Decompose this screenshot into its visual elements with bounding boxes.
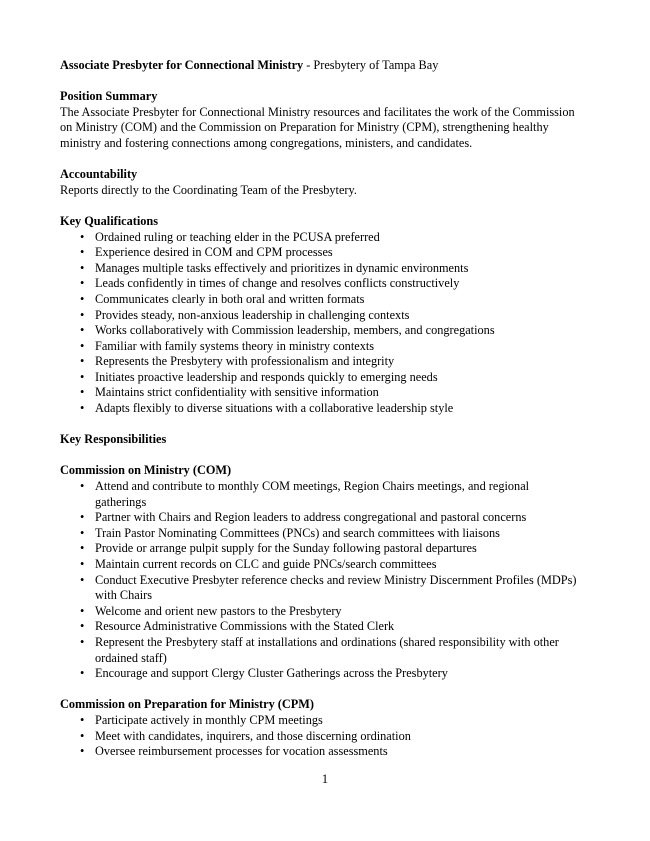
list-item	[60, 385, 580, 401]
bullet-icon: •	[80, 603, 85, 618]
list-item-text: Train Pastor Nominating Committees (PNCs) and search committees with liaisons	[95, 525, 500, 540]
list-item	[60, 245, 580, 261]
bullet-icon: •	[80, 666, 85, 681]
list-commission-on-ministry	[60, 479, 580, 682]
bullet-icon: •	[80, 229, 85, 244]
bullet-icon: •	[80, 276, 85, 291]
list-item-text: Experience desired in COM and CPM processes	[95, 245, 333, 260]
list-item-text: Adapts flexibly to diverse situations with a collaborative leadership style	[95, 401, 454, 416]
document-title-role: Associate Presbyter for Connectional Ministry	[60, 58, 304, 72]
list-item	[60, 230, 580, 246]
list-item	[60, 541, 580, 557]
bullet-icon: •	[80, 369, 85, 384]
list-item-text: Ordained ruling or teaching elder in the PCUSA preferred	[95, 229, 380, 244]
bullet-icon: •	[80, 307, 85, 322]
bullet-icon: •	[80, 541, 85, 556]
list-item	[60, 713, 580, 729]
list-item	[60, 510, 580, 526]
list-item	[60, 604, 580, 620]
list-item	[60, 666, 580, 682]
list-item	[60, 370, 580, 386]
list-item-text: Resource Administrative Commissions with the Stated Clerk	[95, 619, 395, 634]
list-item-text: Maintains strict confidentiality with sensitive information	[95, 385, 379, 400]
heading-commission-on-ministry: Commission on Ministry (COM)	[60, 463, 232, 478]
heading-key-responsibilities: Key Responsibilities	[60, 432, 167, 447]
spacer	[60, 152, 580, 168]
spacer	[60, 448, 580, 464]
bullet-icon: •	[80, 510, 85, 525]
list-item-text: Works collaboratively with Commission leadership, members, and congregations	[95, 323, 495, 338]
list-item-text: Provides steady, non-anxious leadership in challenging contexts	[95, 307, 410, 322]
bullet-icon: •	[80, 260, 85, 275]
spacer	[60, 417, 580, 433]
bullet-icon: •	[80, 712, 85, 727]
bullet-icon: •	[80, 323, 85, 338]
list-item-text: Conduct Executive Presbyter reference checks and review Ministry Discernment Profiles (MDPs) with Chairs	[95, 572, 577, 603]
list-item	[60, 619, 580, 635]
list-item-text: Welcome and orient new pastors to the Presbytery	[95, 603, 342, 618]
bullet-icon: •	[80, 245, 85, 260]
list-item-text: Manages multiple tasks effectively and prioritizes in dynamic environments	[95, 260, 469, 275]
list-item	[60, 526, 580, 542]
list-item	[60, 354, 580, 370]
heading-position-summary: Position Summary	[60, 89, 158, 104]
bullet-icon: •	[80, 338, 85, 353]
list-item-text: Represent the Presbytery staff at installations and ordinations (shared responsibility with other ordained staff)	[95, 634, 559, 665]
bullet-icon: •	[80, 728, 85, 743]
list-item	[60, 744, 580, 760]
list-item	[60, 323, 580, 339]
list-item-text: Represents the Presbytery with professionalism and integrity	[95, 354, 395, 369]
bullet-icon: •	[80, 525, 85, 540]
list-item	[60, 339, 580, 355]
bullet-icon: •	[80, 557, 85, 571]
bullet-icon: •	[80, 385, 85, 400]
list-item-text: Initiates proactive leadership and responds quickly to emerging needs	[95, 369, 438, 384]
paragraph-accountability: Reports directly to the Coordinating Team of the Presbytery.	[60, 182, 357, 197]
bullet-icon: •	[80, 354, 85, 369]
bullet-icon: •	[80, 401, 85, 416]
list-item	[60, 401, 580, 417]
bullet-icon: •	[80, 291, 85, 306]
bullet-icon: •	[80, 479, 85, 494]
document-body	[60, 58, 580, 760]
spacer	[60, 198, 580, 214]
list-item-text: Communicates clearly in both oral and written formats	[95, 291, 365, 306]
list-item-text: Encourage and support Clergy Cluster Gatherings across the Presbytery	[95, 666, 448, 681]
list-item-text: Meet with candidates, inquirers, and those discerning ordination	[95, 728, 411, 743]
spacer	[60, 682, 580, 698]
paragraph-position-summary: The Associate Presbyter for Connectional Ministry resources and facilitates the work of the Commission on Ministry (COM) and the Commission on Preparation for Ministry (CPM), strengthening healthy ministry and fostering connections among congregations, ministers, and candidates.	[60, 104, 575, 150]
list-item-text: Attend and contribute to monthly COM meetings, Region Chairs meetings, and regional gatherings	[95, 479, 530, 509]
list-item-text: Partner with Chairs and Region leaders to address congregational and pastoral concerns	[95, 510, 527, 525]
list-commission-on-preparation	[60, 713, 580, 760]
list-item	[60, 261, 580, 277]
document-title-org: - Presbytery of Tampa Bay	[303, 58, 439, 72]
bullet-icon: •	[80, 572, 85, 587]
list-item	[60, 276, 580, 292]
bullet-icon: •	[80, 744, 85, 759]
list-item-text: Maintain current records on CLC and guide PNCs/search committees	[95, 557, 437, 571]
list-item	[60, 635, 580, 666]
list-item	[60, 479, 580, 510]
list-item	[60, 557, 580, 573]
page-number: 1	[321, 772, 329, 786]
list-item-text: Oversee reimbursement processes for vocation assessments	[95, 744, 388, 759]
heading-key-qualifications: Key Qualifications	[60, 213, 159, 228]
spacer	[60, 74, 580, 90]
list-item-text: Provide or arrange pulpit supply for the Sunday following pastoral departures	[95, 541, 477, 556]
list-item	[60, 292, 580, 308]
list-item-text: Participate actively in monthly CPM meetings	[95, 712, 323, 727]
list-item	[60, 729, 580, 745]
list-item-text: Familiar with family systems theory in ministry contexts	[95, 338, 375, 353]
heading-accountability: Accountability	[60, 167, 138, 182]
list-item	[60, 308, 580, 324]
list-key-qualifications	[60, 230, 580, 417]
bullet-icon: •	[80, 619, 85, 634]
document-title	[60, 58, 580, 74]
bullet-icon: •	[80, 634, 85, 649]
list-item-text: Leads confidently in times of change and resolves conflicts constructively	[95, 276, 460, 291]
heading-commission-on-preparation: Commission on Preparation for Ministry (CPM)	[60, 697, 314, 712]
list-item	[60, 573, 580, 604]
